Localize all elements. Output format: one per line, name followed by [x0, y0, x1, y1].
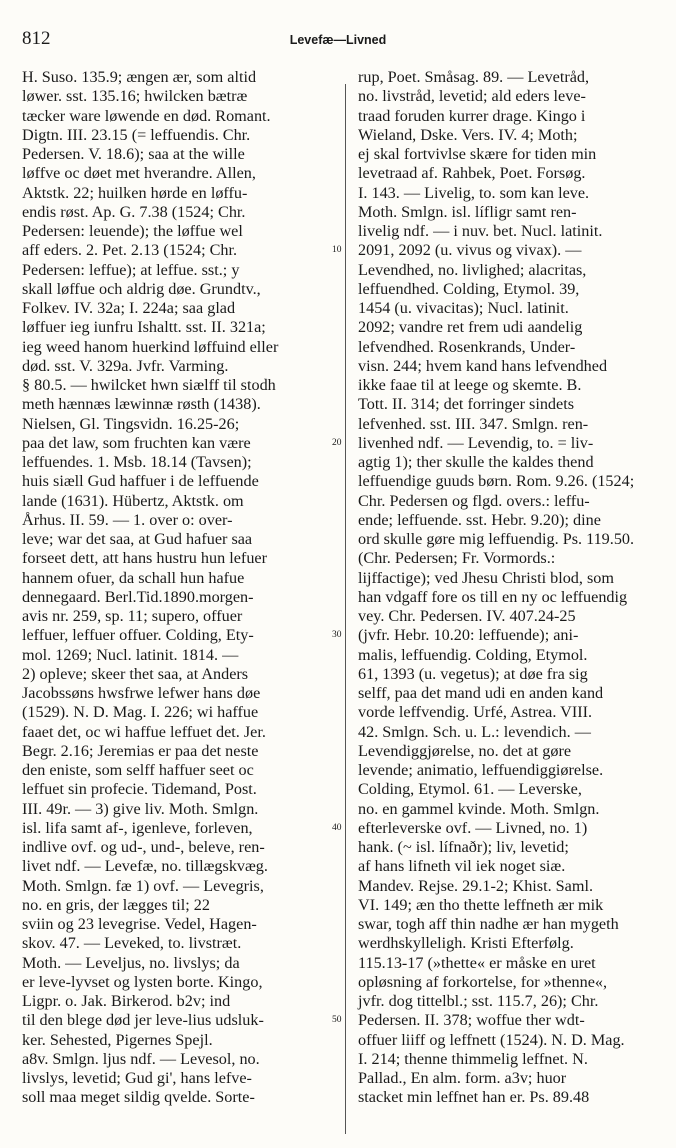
- text-line: ikke faae til at leege og skemte. B.: [358, 376, 582, 394]
- text-line: visn. 244; hvem kand hans lefvendhed: [358, 356, 608, 375]
- text-line: tæcker ware løwende en død. Romant.: [22, 106, 271, 125]
- text-line: meth hænnæs læwinnæ røsth (1438).: [22, 395, 261, 414]
- text-line: livet ndf. — Levefæ, no. tillægskvæg.: [22, 857, 268, 876]
- right-column: [358, 68, 670, 1108]
- text-line: mol. 1269; Nucl. latinit. 1814. —: [22, 645, 239, 664]
- page-number: 812: [22, 28, 51, 49]
- text-line: Colding, Etymol. 61. — Leverske,: [358, 780, 582, 799]
- text-line: af hans lifneth vil iek noget siæ.: [358, 857, 566, 876]
- text-line: lefvenhed. sst. III. 347. Smlgn. ren-: [358, 414, 589, 433]
- text-line: Folkev. IV. 32a; I. 224a; saa glad: [22, 299, 236, 317]
- text-line: vorde leffvendig. Urfé, Astrea. VIII.: [358, 703, 593, 722]
- text-line: Pedersen: leuende); the løffue wel: [22, 222, 243, 240]
- text-line: vey. Chr. Pedersen. IV. 407.24-25: [358, 607, 576, 625]
- text-line: paa det law, som fruchten kan være: [22, 433, 251, 452]
- text-line: H. Suso. 135.9; ængen ær, som altid: [22, 68, 257, 86]
- text-line: ej skal fortvivlse skære for tiden min: [358, 145, 597, 163]
- text-line: efterleverske ovf. — Livned, no. 1): [358, 818, 588, 837]
- text-line: løffve oc døet met hverandre. Allen,: [22, 164, 256, 183]
- text-line: livelig ndf. — i nuv. bet. Nucl. latinit.: [358, 222, 603, 240]
- left-column: [22, 68, 334, 1108]
- text-line: swar, togh aff thin nadhe ær han mygeth: [358, 915, 619, 933]
- text-line: (jvfr. Hebr. 10.20: leffuende); ani-: [358, 626, 579, 645]
- text-line: hank. (~ isl. lífnaðr); liv, levetid;: [358, 838, 569, 856]
- text-line: Chr. Pedersen og flgd. overs.: leffu-: [358, 491, 590, 510]
- text-line: Pedersen. II. 378; woffue ther wdt-: [358, 1011, 585, 1030]
- text-line: Moth. Smlgn. isl. lífligr samt ren-: [358, 202, 577, 221]
- text-line: lande (1631). Hübertz, Aktstk. om: [22, 491, 244, 510]
- text-line: den eniste, som selff haffuer seet oc: [22, 761, 254, 779]
- line-number: 10: [332, 245, 342, 256]
- text-line: Moth. — Leveljus, no. livslys; da: [22, 953, 240, 972]
- text-line: soll maa meget sildig qvelde. Sorte-: [22, 1088, 255, 1107]
- text-line: opløsning af forkortelse, for »thenne«,: [358, 972, 608, 991]
- running-head: Levefæ—Livned: [289, 33, 387, 47]
- text-line: han vdgaff fore os till en ny oc leffuendig: [358, 587, 628, 606]
- text-line: 61, 1393 (u. vegetus); at døe fra sig: [358, 664, 588, 683]
- text-line: 2092; vandre ret frem udi aandelig: [358, 318, 583, 337]
- text-line: I. 143. — Livelig, to. som kan leve.: [358, 183, 590, 202]
- line-number: 40: [332, 822, 342, 833]
- text-line: huis siæll Gud haffuer i de leffuende: [22, 472, 259, 491]
- text-line: traad foruden kurrer drage. Kingo i: [358, 106, 586, 125]
- text-line: Mandev. Rejse. 29.1-2; Khist. Saml.: [358, 876, 593, 895]
- page-header: [0, 28, 676, 52]
- text-line: rup, Poet. Småsag. 89. — Levetråd,: [358, 68, 590, 86]
- text-line: livenhed ndf. — Levendig, to. = liv-: [358, 433, 594, 452]
- text-line: leffuendes. 1. Msb. 18.14 (Tavsen);: [22, 453, 252, 471]
- text-line: III. 49r. — 3) give liv. Moth. Smlgn.: [22, 799, 259, 818]
- text-line: til den blege død jer leve-lius udsluk-: [22, 1011, 264, 1030]
- text-line: 115.13-17 (»thette« er måske en uret: [358, 953, 596, 972]
- text-line: Moth. Smlgn. fæ 1) ovf. — Levegris,: [22, 876, 264, 895]
- text-line: jvfr. dog tittelbl.; sst. 115.7, 26); Chr.: [358, 992, 599, 1010]
- text-line: no. en gris, der lægges til; 22: [22, 895, 210, 914]
- text-line: leffuendige guuds børn. Rom. 9.26. (1524;: [358, 472, 635, 491]
- text-line: indlive ovf. og ud-, und-, beleve, ren-: [22, 838, 265, 856]
- text-line: sviin og 23 levegrise. Vedel, Hagen-: [22, 915, 257, 933]
- text-line: død. sst. V. 329a. Jvfr. Varming.: [22, 356, 229, 375]
- text-line: selff, paa det mand udi en anden kand: [358, 684, 604, 702]
- text-line: lijffactige); ved Jhesu Christi blod, som: [358, 568, 614, 587]
- line-number-gutter: [332, 68, 356, 1108]
- text-line: ieg weed hanom huerkind løffuind eller: [22, 337, 279, 356]
- text-line: Aktstk. 22; huilken hørde en løffu-: [22, 183, 248, 202]
- text-line: a8v. Smlgn. ljus ndf. — Levesol, no.: [22, 1049, 260, 1068]
- text-line: lefvendhed. Rosenkrands, Under-: [358, 337, 576, 356]
- line-number: 50: [332, 1015, 342, 1026]
- text-line: Digtn. III. 23.15 (= leffuendis. Chr.: [22, 125, 251, 144]
- text-line: isl. lifa samt af-, igenleve, forleven,: [22, 818, 253, 837]
- text-line: løwer. sst. 135.16; hwilcken bætræ: [22, 87, 248, 106]
- text-line: leffuet sin profecie. Tidemand, Post.: [22, 780, 257, 799]
- text-line: skov. 47. — Leveked, to. livstræt.: [22, 934, 242, 953]
- text-line: no. en gammel kvinde. Moth. Smlgn.: [358, 799, 600, 818]
- text-line: malis, leffuendig. Colding, Etymol.: [358, 645, 588, 664]
- text-line: Ligpr. o. Jak. Birkerod. b2v; ind: [22, 992, 231, 1010]
- text-line: 42. Smlgn. Sch. u. L.: levendich. —: [358, 722, 591, 741]
- text-line: § 80.5. — hwilcket hwn siælff til stodh: [22, 376, 276, 394]
- text-line: (Chr. Pedersen; Fr. Vormords.:: [358, 549, 556, 568]
- text-line: leffuer, leffuer offuer. Colding, Ety-: [22, 626, 254, 645]
- text-line: løffuer ieg iunfru Ishaltt. sst. II. 321a;: [22, 318, 266, 337]
- text-line: werdhskylleligh. Kristi Efterfølg.: [358, 934, 574, 953]
- text-line: aff eders. 2. Pet. 2.13 (1524; Chr.: [22, 241, 238, 260]
- text-line: no. livstråd, levetid; ald eders leve-: [358, 87, 586, 106]
- line-number: 20: [332, 437, 342, 448]
- text-line: 2) opleve; skeer thet saa, at Anders: [22, 664, 249, 683]
- text-line: agtig 1); ther skulle the kaldes thend: [358, 453, 594, 471]
- text-line: Jacobssøns hwsfrwe lefwer hans døe: [22, 684, 261, 702]
- text-line: Tott. II. 314; det forringer sindets: [358, 395, 575, 414]
- text-line: I. 214; thenne thimmelig leffnet. N.: [358, 1049, 588, 1068]
- text-line: 1454 (u. vivacitas); Nucl. latinit.: [358, 299, 569, 317]
- text-line: stacket min leffnet han er. Ps. 89.48: [358, 1088, 590, 1107]
- text-line: ende; leffuende. sst. Hebr. 9.20); dine: [358, 510, 601, 529]
- line-number: 30: [332, 630, 342, 641]
- text-line: offuer liiff og leffnett (1524). N. D. Mag.: [358, 1030, 625, 1049]
- text-line: Wieland, Dske. Vers. IV. 4; Moth;: [358, 125, 578, 144]
- text-line: forseet dett, att hans hustru hun lefuer: [22, 549, 267, 568]
- text-line: levetraad af. Rahbek, Poet. Forsøg.: [358, 164, 586, 183]
- text-line: livslys, levetid; Gud gi', hans lefve-: [22, 1069, 252, 1087]
- text-line: 2091, 2092 (u. vivus og vivax). —: [358, 241, 582, 260]
- text-line: hannem ofuer, da schall hun hafue: [22, 568, 245, 587]
- text-line: ord skulle gøre mig leffuendig. Ps. 119.50.: [358, 530, 635, 548]
- text-line: Århus. II. 59. — 1. over o: over-: [22, 510, 233, 529]
- text-line: VI. 149; æn tho thette leffneth ær mik: [358, 895, 604, 914]
- text-line: skall løffue och aldrig døe. Grundtv.,: [22, 279, 261, 298]
- text-line: er leve-lyvset og lysten borte. Kingo,: [22, 972, 263, 991]
- text-line: leve; war det saa, at Gud hafuer saa: [22, 530, 253, 548]
- text-line: Nielsen, Gl. Tingsvidn. 16.25-26;: [22, 414, 240, 433]
- text-line: Pedersen: leffue); at leffue. sst.; y: [22, 260, 240, 279]
- text-line: (1529). N. D. Mag. I. 226; wi haffue: [22, 703, 259, 722]
- text-line: Levendiggjørelse, no. det at gøre: [358, 741, 572, 760]
- text-line: endis røst. Ap. G. 7.38 (1524; Chr.: [22, 202, 246, 221]
- text-line: Pedersen. V. 18.6); saa at the wille: [22, 145, 245, 163]
- text-line: Pallad., En alm. form. a3v; huor: [358, 1069, 567, 1087]
- text-line: Begr. 2.16; Jeremias er paa det neste: [22, 741, 259, 760]
- text-line: levende; animatio, leffuendiggiørelse.: [358, 761, 604, 779]
- text-line: dennegaard. Berl.Tid.1890.morgen-: [22, 587, 254, 606]
- text-line: avis nr. 259, sp. 11; supero, offuer: [22, 607, 243, 625]
- text-line: ker. Sehested, Pigernes Spejl.: [22, 1030, 213, 1049]
- text-line: leffuendhed. Colding, Etymol. 39,: [358, 279, 580, 298]
- text-line: Levendhed, no. livlighed; alacritas,: [358, 260, 587, 279]
- text-line: faaet det, oc wi haffue leffuet det. Jer.: [22, 722, 266, 741]
